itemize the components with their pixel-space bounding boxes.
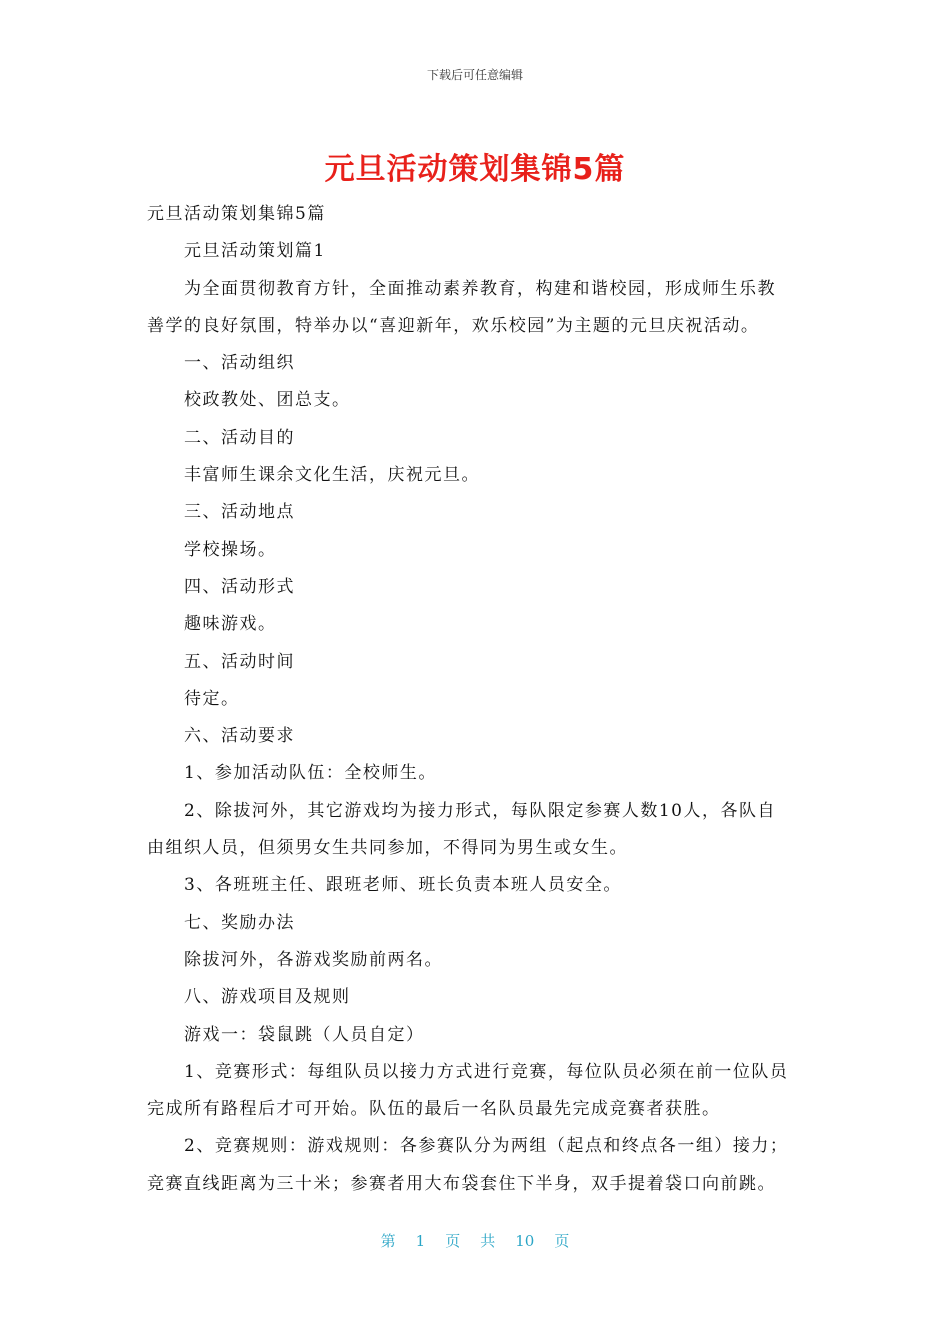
- footer-total-pages: 10: [515, 1232, 535, 1250]
- body-line: 五、活动时间: [184, 651, 295, 672]
- body-line: 校政教处、团总支。: [184, 390, 351, 411]
- body-line: 二、活动目的: [184, 427, 295, 448]
- body-line: 1、竞赛形式：每组队员以接力方式进行竞赛，每位队员必须在前一位队员: [184, 1061, 789, 1082]
- body-line: 3、各班班主任、跟班老师、班长负责本班人员安全。: [184, 875, 622, 896]
- body-line: 1、参加活动队伍：全校师生。: [184, 763, 437, 784]
- body-line: 六、活动要求: [184, 726, 295, 747]
- body-line: 为全面贯彻教育方针，全面推动素养教育，构建和谐校园，形成师生乐教: [184, 278, 776, 299]
- body-line: 待定。: [184, 688, 240, 709]
- body-line: 七、奖励办法: [184, 912, 295, 933]
- document-body: [147, 196, 807, 1203]
- page-header-note: 下载后可任意编辑: [426, 68, 523, 82]
- body-line: 元旦活动策划集锦5篇: [147, 204, 326, 224]
- body-line: 八、游戏项目及规则: [184, 987, 351, 1008]
- footer-total-label: 共: [480, 1232, 496, 1250]
- body-line: 丰富师生课余文化生活，庆祝元旦。: [184, 465, 480, 486]
- page-footer: [0, 1230, 950, 1251]
- body-line: 三、活动地点: [184, 502, 295, 523]
- body-line: 2、除拔河外，其它游戏均为接力形式，每队限定参赛人数10人，各队自: [184, 800, 776, 821]
- body-line: 完成所有路程后才可开始。队伍的最后一名队员最先完成竞赛者获胜。: [147, 1099, 721, 1120]
- footer-total-unit: 页: [554, 1232, 570, 1250]
- body-line: 竞赛直线距离为三十米；参赛者用大布袋套住下半身，双手提着袋口向前跳。: [147, 1173, 776, 1194]
- document-title: 元旦活动策划集锦5篇: [324, 152, 626, 187]
- footer-page-number: 1: [415, 1232, 426, 1250]
- body-line: 善学的良好氛围，特举办以“喜迎新年，欢乐校园”为主题的元旦庆祝活动。: [147, 315, 760, 336]
- footer-page-unit: 页: [445, 1232, 461, 1250]
- body-line: 除拔河外，各游戏奖励前两名。: [184, 949, 443, 970]
- body-line: 游戏一：袋鼠跳（人员自定）: [184, 1024, 425, 1045]
- body-line: 元旦活动策划篇1: [184, 241, 326, 262]
- body-line: 2、竞赛规则：游戏规则：各参赛队分为两组（起点和终点各一组）接力；: [184, 1136, 789, 1157]
- body-line: 一、活动组织: [184, 353, 295, 374]
- body-line: 由组织人员，但须男女生共同参加，不得同为男生或女生。: [147, 838, 628, 859]
- body-line: 趣味游戏。: [184, 614, 277, 635]
- body-line: 四、活动形式: [184, 576, 295, 597]
- body-line: 学校操场。: [184, 539, 277, 560]
- footer-page-label: 第: [380, 1232, 396, 1250]
